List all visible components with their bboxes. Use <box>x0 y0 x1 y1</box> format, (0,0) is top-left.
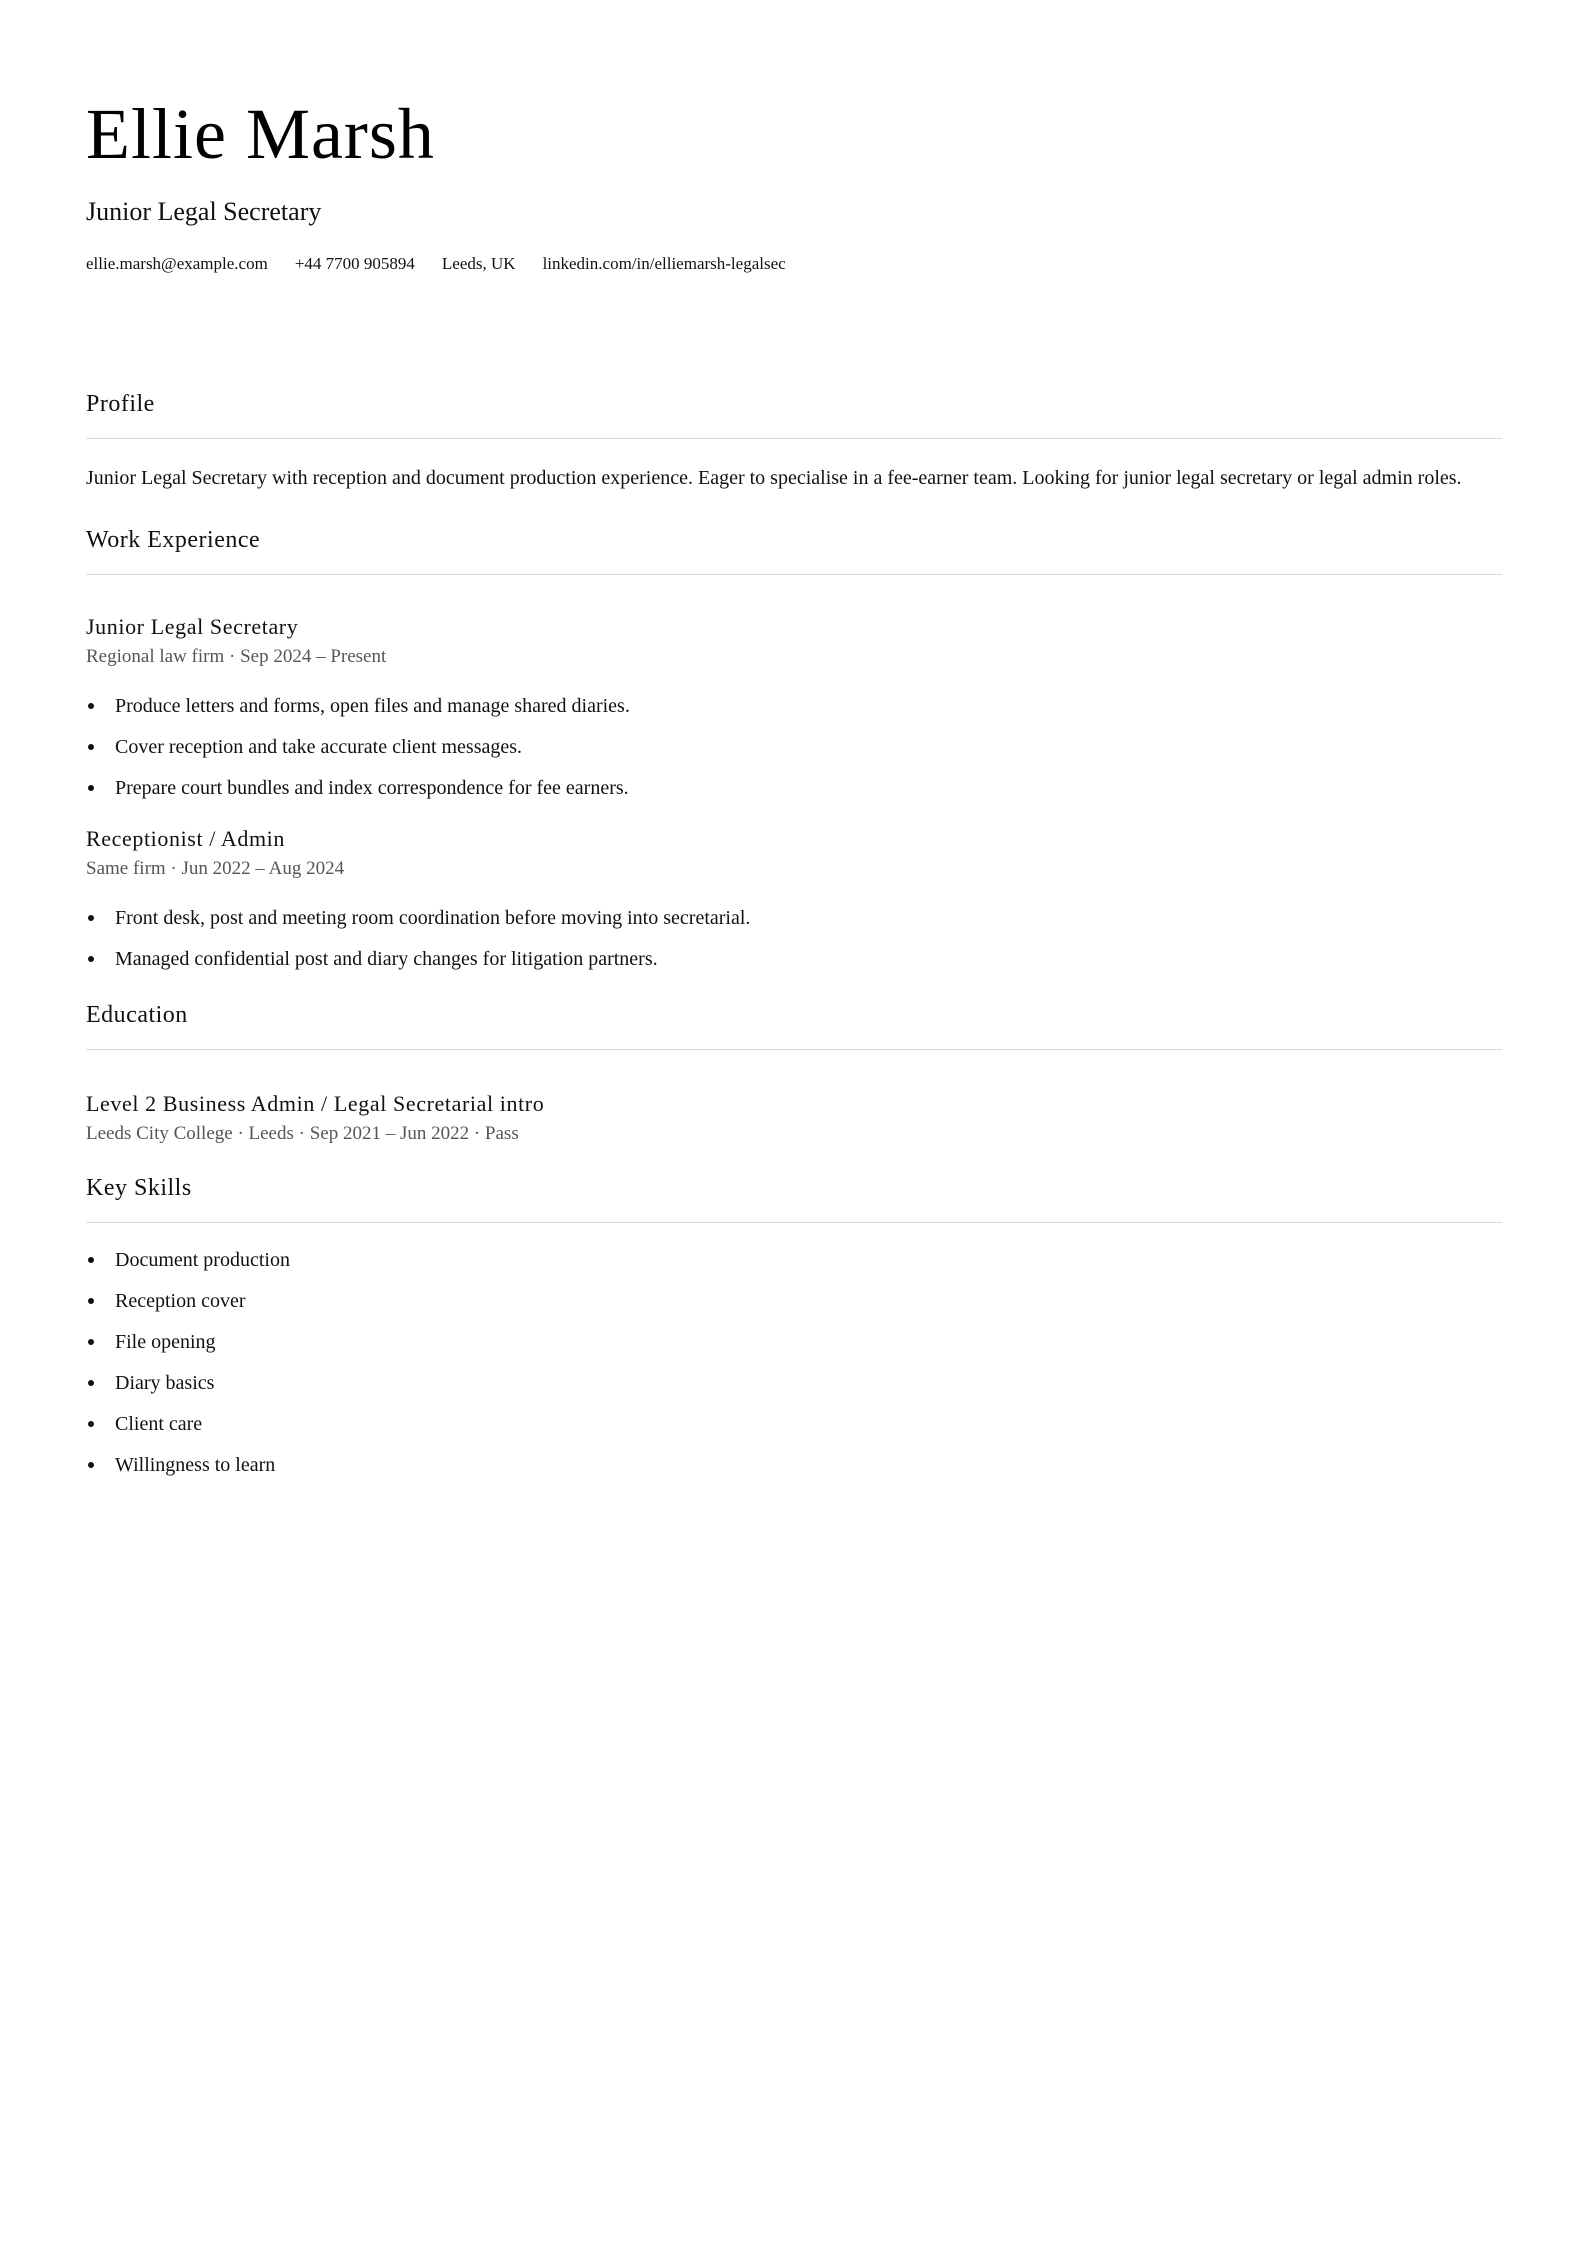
profile-summary: Junior Legal Secretary with reception and document production experience. Eager to specialise in a fee-earner team. Looking for junior legal secretary or legal admin roles. <box>86 467 1462 489</box>
section-title-education: Education <box>86 1000 1502 1050</box>
contact-linkedin: linkedin.com/in/elliemarsh-legalsec <box>542 254 786 273</box>
resume-header <box>86 0 1502 275</box>
job-meta: Regional law firm · Sep 2024 – Present <box>86 646 387 667</box>
job-bullet: Prepare court bundles and index correspondence for fee earners. <box>86 775 1502 801</box>
skill-item: Reception cover <box>86 1288 1502 1314</box>
section-title-key-skills: Key Skills <box>86 1173 1502 1223</box>
skill-item: Willingness to learn <box>86 1452 1502 1478</box>
skill-item: File opening <box>86 1329 1502 1355</box>
education-title: Level 2 Business Admin / Legal Secretarial intro <box>86 1091 545 1116</box>
education-meta: Leeds City College · Leeds · Sep 2021 – Jun 2022 · Pass <box>86 1123 519 1144</box>
candidate-name: Ellie Marsh <box>86 94 435 174</box>
skill-item: Client care <box>86 1411 1502 1437</box>
job-meta: Same firm · Jun 2022 – Aug 2024 <box>86 858 345 879</box>
skills-list <box>86 1247 1502 1478</box>
job-bullet: Cover reception and take accurate client messages. <box>86 734 1502 760</box>
section-title-work-experience: Work Experience <box>86 525 1502 575</box>
contact-email: ellie.marsh@example.com <box>86 254 268 273</box>
key-skills-section <box>86 1173 1502 1478</box>
education-entry <box>86 1090 1502 1146</box>
job-title: Junior Legal Secretary <box>86 614 299 639</box>
job-entry <box>86 825 1502 972</box>
job-title: Receptionist / Admin <box>86 826 285 851</box>
profile-section <box>86 389 1502 495</box>
job-bullet: Produce letters and forms, open files and manage shared diaries. <box>86 693 1502 719</box>
contact-phone: +44 7700 905894 <box>294 254 415 273</box>
job-bullets <box>86 693 1502 801</box>
contact-line <box>86 253 1502 275</box>
job-bullet: Managed confidential post and diary changes for litigation partners. <box>86 946 1502 972</box>
section-title-profile: Profile <box>86 389 1502 439</box>
contact-location: Leeds, UK <box>441 254 516 273</box>
skill-item: Document production <box>86 1247 1502 1273</box>
job-entry <box>86 613 1502 801</box>
candidate-headline: Junior Legal Secretary <box>86 197 322 226</box>
job-bullets <box>86 905 1502 972</box>
skill-item: Diary basics <box>86 1370 1502 1396</box>
education-section <box>86 1000 1502 1146</box>
job-bullet: Front desk, post and meeting room coordination before moving into secretarial. <box>86 905 1502 931</box>
work-experience-section <box>86 525 1502 972</box>
